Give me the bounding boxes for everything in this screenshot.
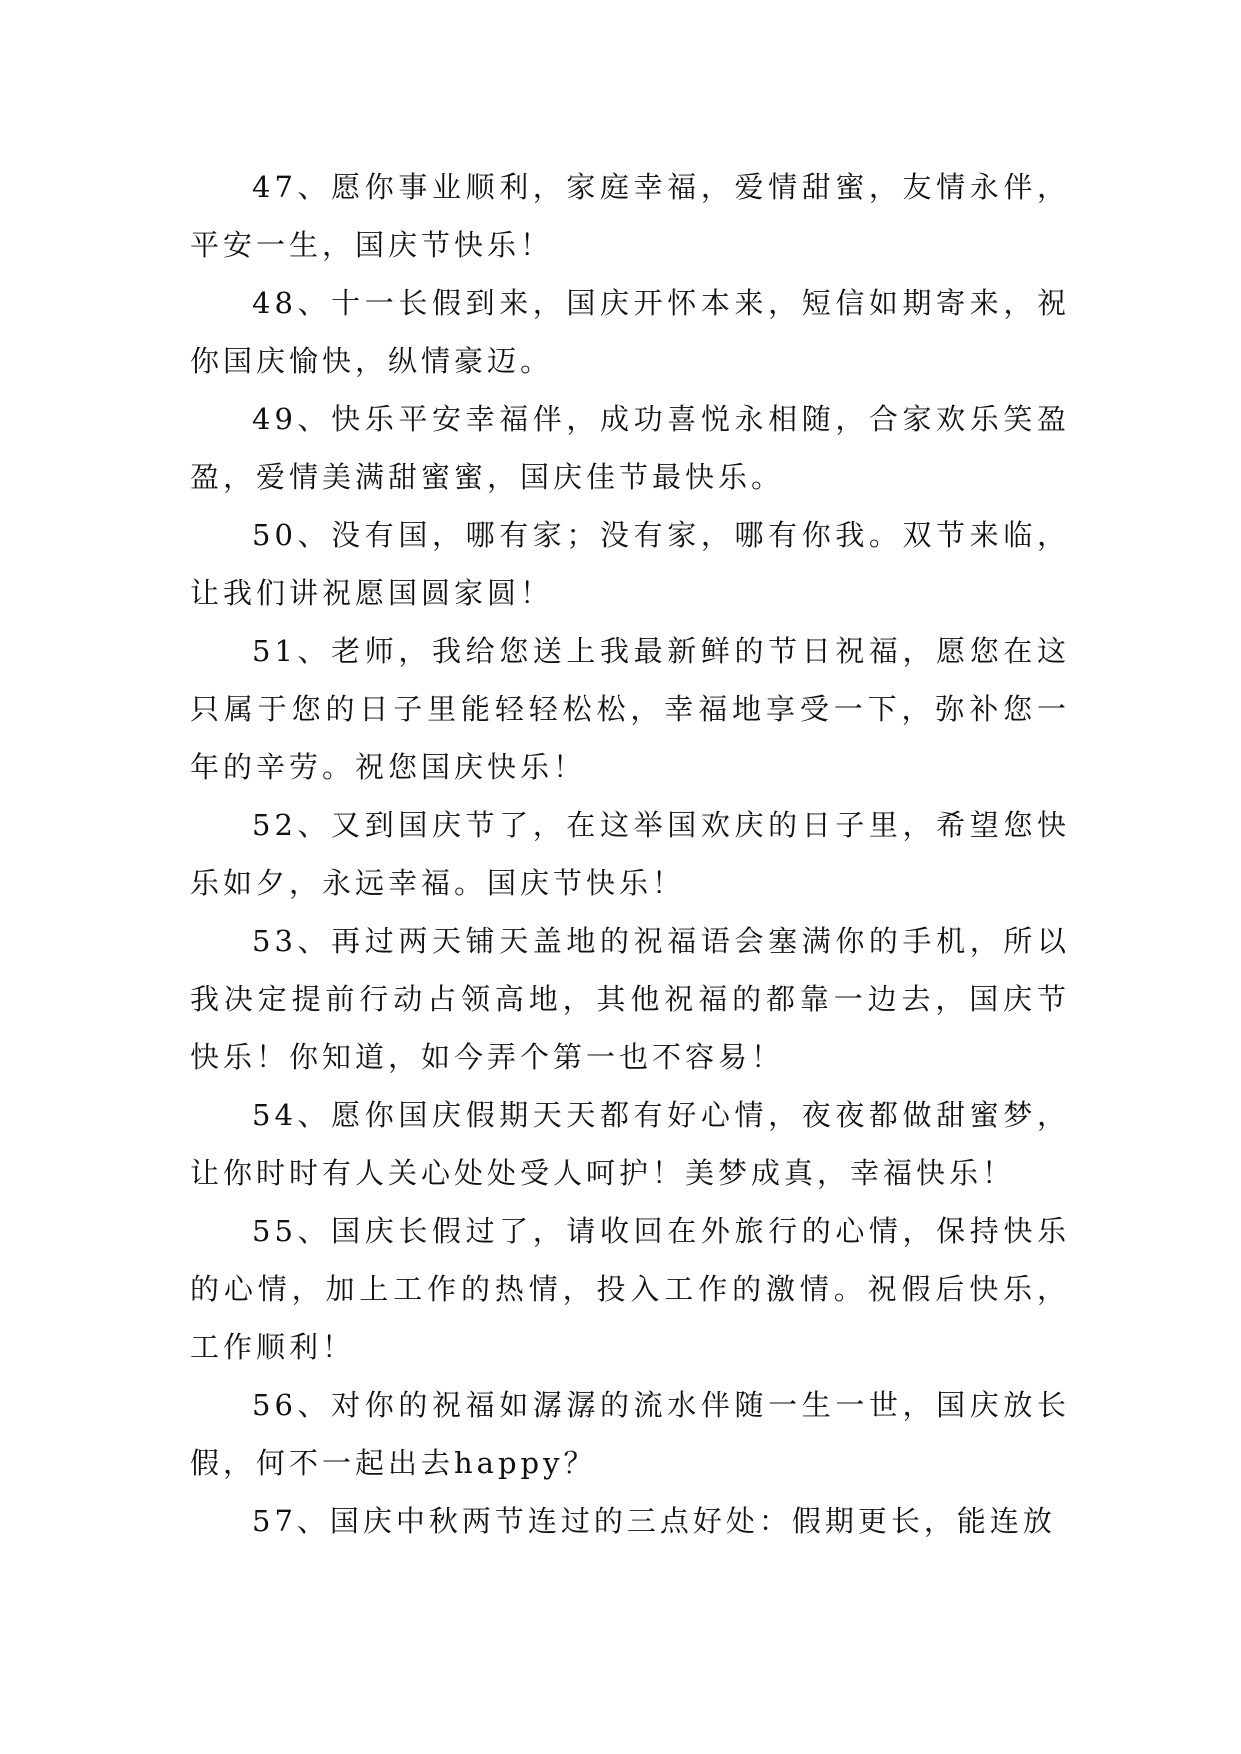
paragraph-47: 47、愿你事业顺利，家庭幸福，爱情甜蜜，友情永伴，平安一生，国庆节快乐！ xyxy=(190,170,1070,262)
paragraph-53: 53、再过两天铺天盖地的祝福语会塞满你的手机，所以我决定提前行动占领高地，其他祝福的都靠一边去，国庆节快乐！你知道，如今弄个第一也不容易！ xyxy=(190,924,1070,1074)
paragraph-57: 57、国庆中秋两节连过的三点好处：假期更长，能连放 xyxy=(252,1504,1056,1538)
paragraph-54: 54、愿你国庆假期天天都有好心情，夜夜都做甜蜜梦，让你时时有人关心处处受人呵护！美梦成真，幸福快乐！ xyxy=(190,1098,1070,1190)
paragraph-56: 56、对你的祝福如潺潺的流水伴随一生一世，国庆放长假，何不一起出去happy？ xyxy=(190,1388,1070,1480)
paragraph-49: 49、快乐平安幸福伴，成功喜悦永相随，合家欢乐笑盈盈，爱情美满甜蜜蜜，国庆佳节最快乐。 xyxy=(190,402,1070,494)
paragraph-48: 48、十一长假到来，国庆开怀本来，短信如期寄来，祝你国庆愉快，纵情豪迈。 xyxy=(190,286,1070,378)
paragraph-51: 51、老师，我给您送上我最新鲜的节日祝福，愿您在这只属于您的日子里能轻轻松松，幸福地享受一下，弥补您一年的辛劳。祝您国庆快乐！ xyxy=(190,634,1070,784)
document-body xyxy=(190,158,1070,1550)
paragraph-52: 52、又到国庆节了，在这举国欢庆的日子里，希望您快乐如夕，永远幸福。国庆节快乐！ xyxy=(190,808,1070,900)
paragraph-55: 55、国庆长假过了，请收回在外旅行的心情，保持快乐的心情，加上工作的热情，投入工作的激情。祝假后快乐，工作顺利！ xyxy=(190,1214,1070,1364)
paragraph-50: 50、没有国，哪有家；没有家，哪有你我。双节来临，让我们讲祝愿国圆家圆！ xyxy=(190,518,1070,610)
